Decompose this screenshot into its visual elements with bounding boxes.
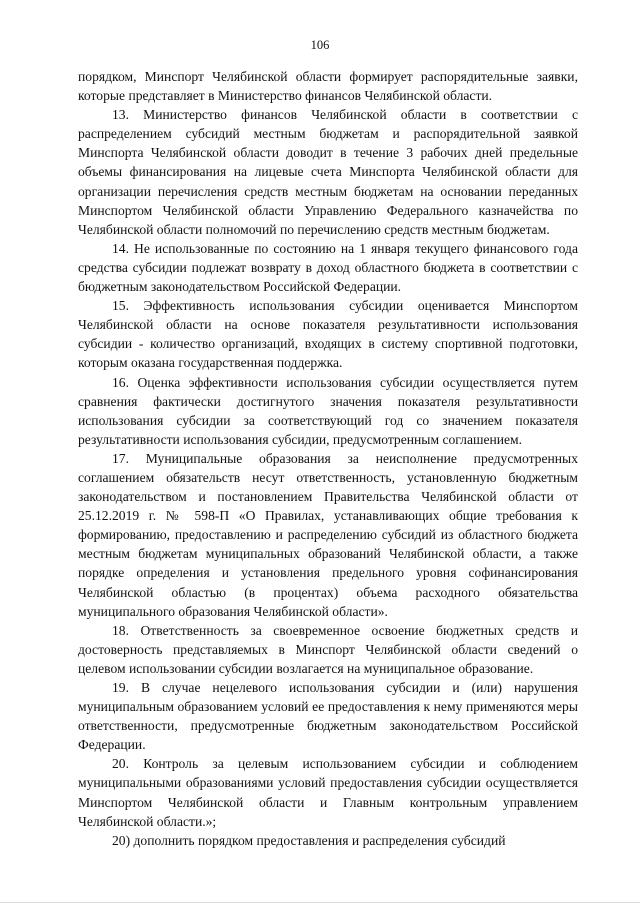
document-body — [78, 67, 578, 850]
paragraph-item-20: 20) дополнить порядком предоставления и распределения субсидий — [112, 832, 506, 848]
paragraph-continuation: порядком, Минспорт Челябинской области формирует распорядительные заявки, которые представляет в Министерство финансов Челябинской области. — [78, 69, 578, 104]
paragraph-14: 14. Не использованные по состоянию на 1 января текущего финансового года средства субсидии подлежат возврату в доход областного бюджета в соответствии с бюджетным законодательством Российской Федерации. — [78, 240, 578, 295]
bottom-edge-line — [0, 902, 640, 903]
paragraph-16: 16. Оценка эффективности использования субсидии осуществляется путем сравнения фактически достигнутого значения показателя результативности использования субсидии за соответствующий год со значением показателя результативности использования субсидии, предусмотренным соглашением. — [78, 374, 578, 447]
paragraph-19: 19. В случае нецелевого использования субсидии и (или) нарушения муниципальным образованием условий ее предоставления к нему применяются меры ответственности, предусмотренные бюджетным законодательством Российской Федерации. — [78, 680, 578, 753]
page-number: 106 — [310, 38, 330, 52]
paragraph-18: 18. Ответственность за своевременное освоение бюджетных средств и достоверность представляемых в Минспорт Челябинской области сведений о целевом использовании субсидии возлагается на муниципальное образование. — [78, 622, 578, 676]
paragraph-13: 13. Министерство финансов Челябинской области в соответствии с распределением субсидий местным бюджетам и распорядительной заявкой Минспорта Челябинской области доводит в течение 3 рабочих дней предельные объемы финансирования на лицевые счета Минспорта Челябинской области для организации перечисления средств местным бюджетам на основании переданных Минспортом Челябинской области Управлению Федерального казначейства по Челябинской области полномочий по перечислению средств местным бюджетам. — [78, 107, 578, 237]
paragraph-17: 17. Муниципальные образования за неисполнение предусмотренных соглашением обязательств несут ответственность, установленную бюджетным законодательством и постановлением Правительства Челябинской области от 25.12.2019 г. № 598-П «О Правилах, устанавливающих общие требования к формированию, предоставлению и распределению субсидий из областного бюджета местным бюджетам муниципальных образований Челябинской области, а также порядке определения и установления предельного уровня софинансирования Челябинской областью (в процентах) объема расходного обязательства муниципального образования Челябинской области». — [78, 450, 578, 619]
paragraph-20: 20. Контроль за целевым использованием субсидии и соблюдением муниципальными образованиями условий предоставления субсидии осуществляется Минспортом Челябинской области и Главным контрольным управлением Челябинской области.»; — [78, 756, 578, 829]
paragraph-15: 15. Эффективность использования субсидии оценивается Минспортом Челябинской области на основе показателя результативности использования субсидии - количество организаций, входящих в систему спортивной подготовки, которым оказана государственная поддержка. — [78, 298, 578, 371]
